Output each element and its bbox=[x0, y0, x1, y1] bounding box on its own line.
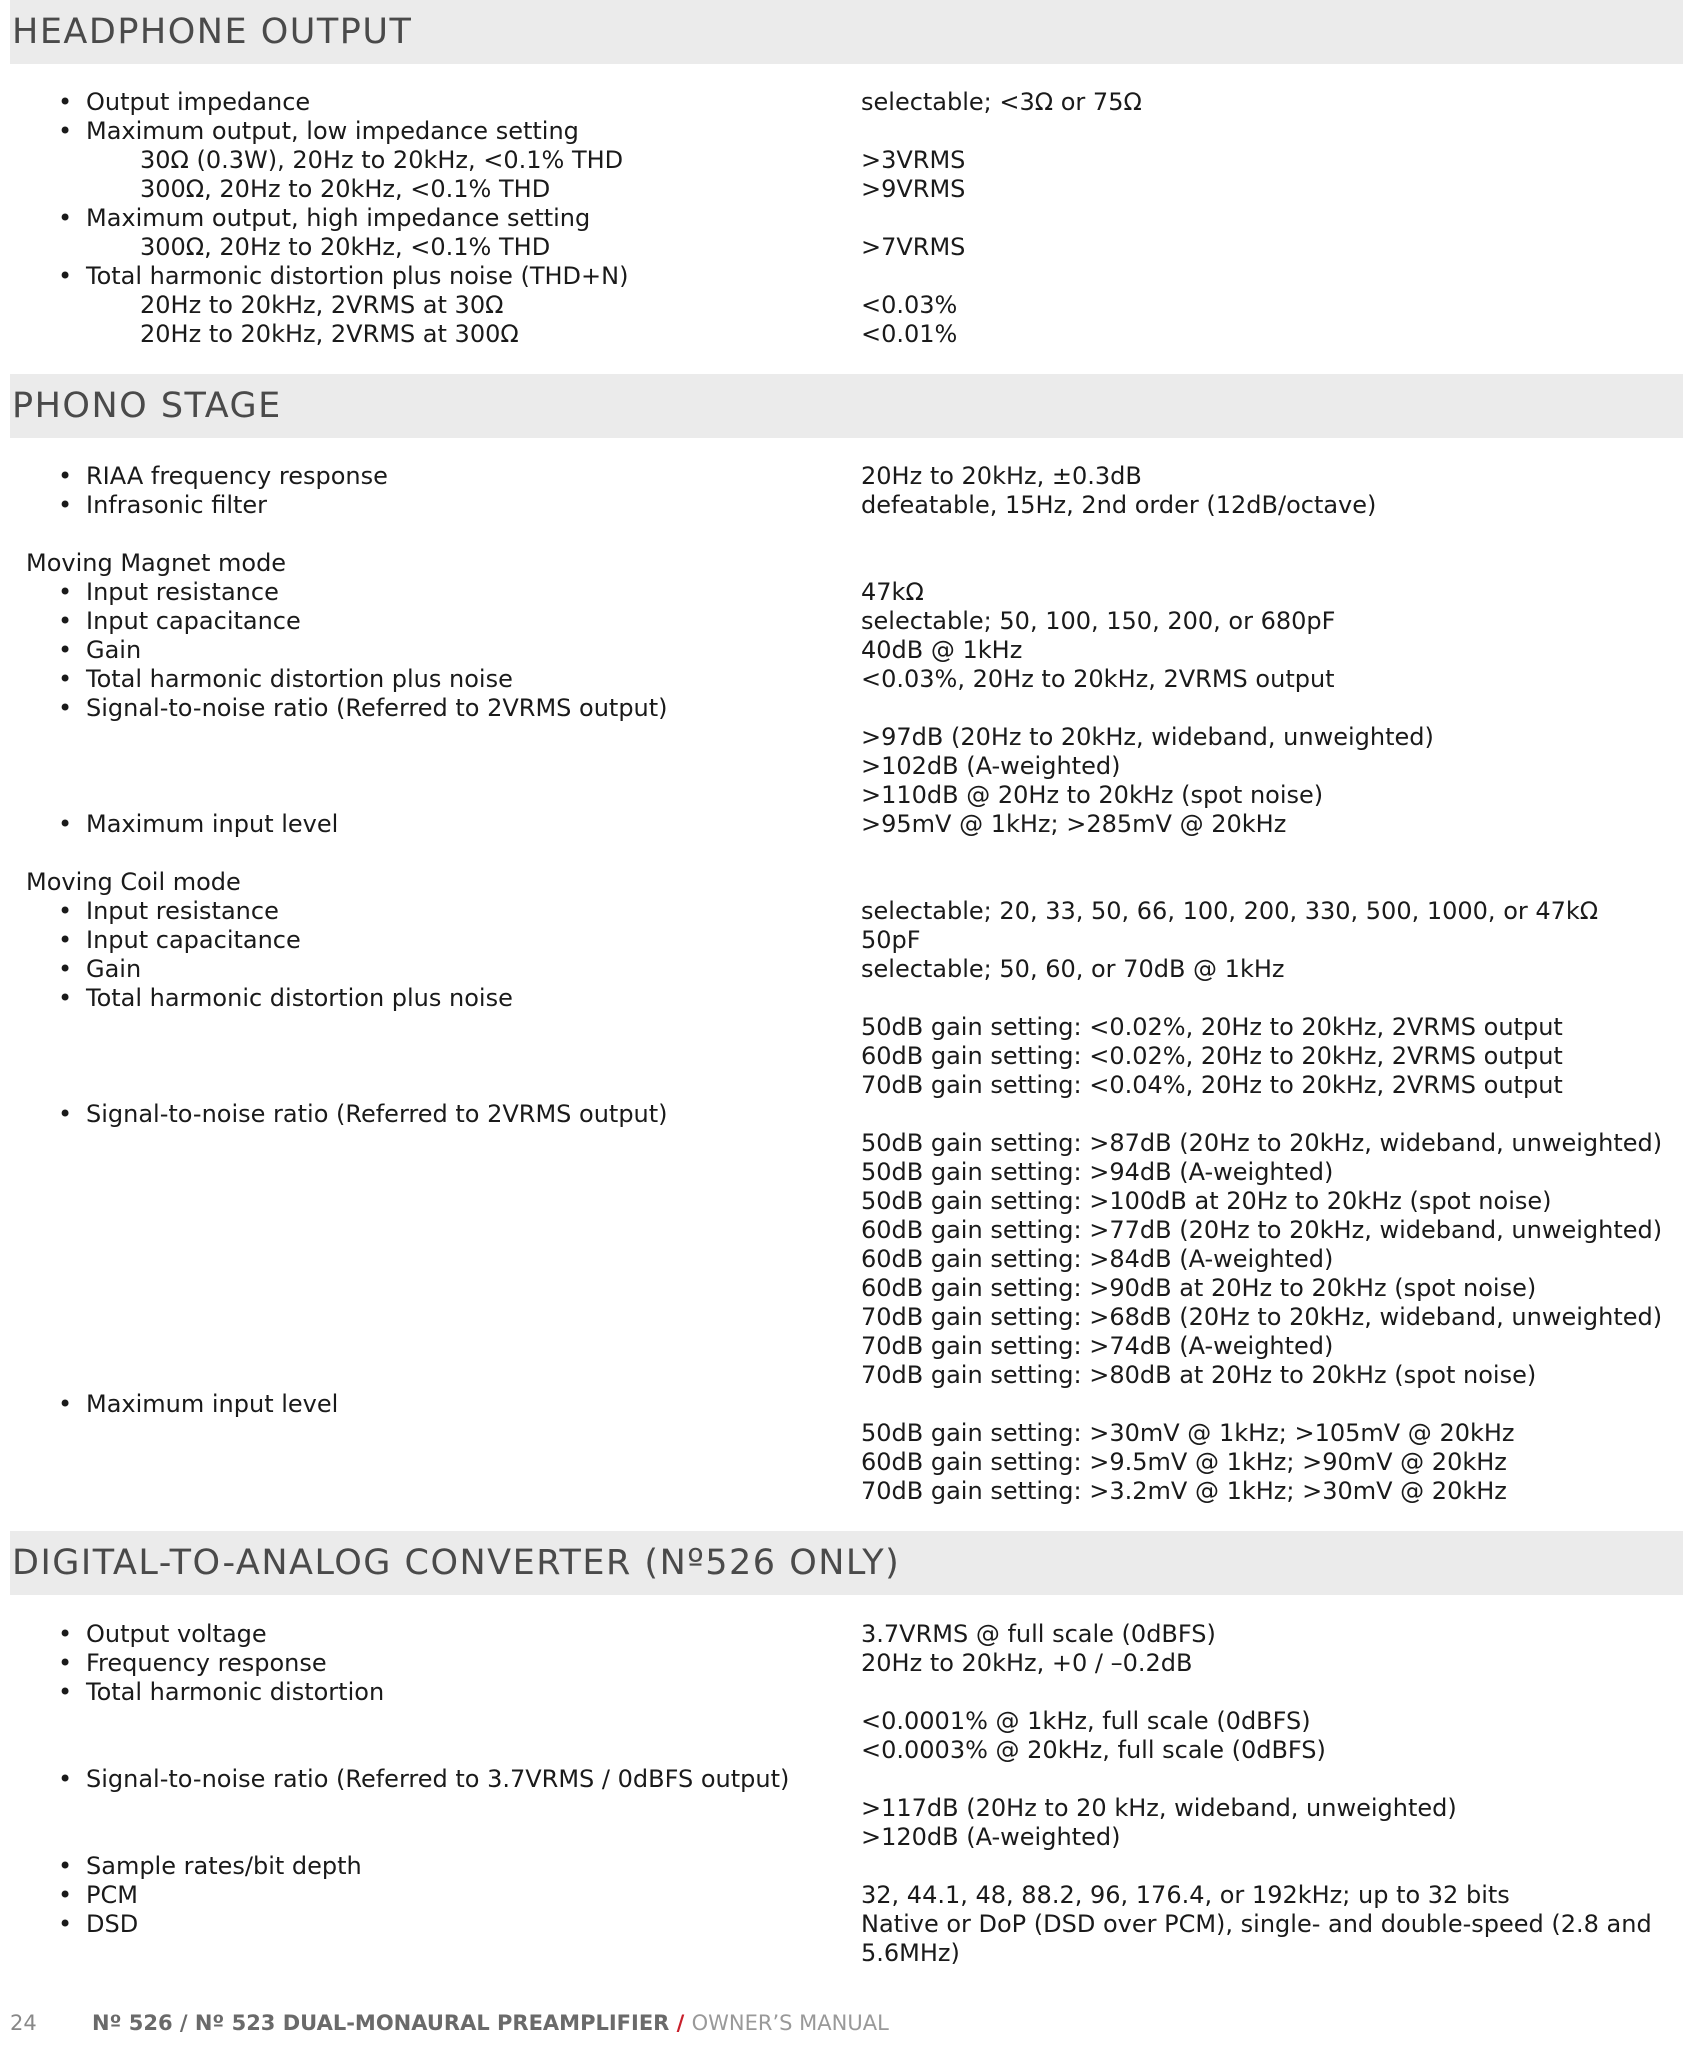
bullet: • bbox=[58, 1649, 73, 1677]
bullet: • bbox=[58, 1390, 73, 1418]
spec-row bbox=[0, 1013, 1683, 1042]
spec-label: Frequency response bbox=[86, 1649, 327, 1677]
bullet: • bbox=[58, 810, 73, 838]
spec-row bbox=[0, 1448, 1683, 1477]
mode-heading: Moving Coil mode bbox=[26, 868, 241, 896]
spec-value: 60dB gain setting: >90dB at 20Hz to 20kHz (spot noise) bbox=[861, 1274, 1537, 1302]
spec-label: RIAA frequency response bbox=[86, 462, 388, 490]
spec-row bbox=[0, 1707, 1683, 1736]
spec-row bbox=[0, 204, 1683, 233]
spec-row bbox=[0, 1129, 1683, 1158]
spec-value: 60dB gain setting: >9.5mV @ 1kHz; >90mV @ 20kHz bbox=[861, 1448, 1507, 1476]
spec-row bbox=[0, 1794, 1683, 1823]
spec-value: 50dB gain setting: >94dB (A-weighted) bbox=[861, 1158, 1334, 1186]
spec-row bbox=[0, 1332, 1683, 1361]
spec-label: Maximum output, high impedance setting bbox=[86, 204, 591, 232]
spec-row bbox=[0, 665, 1683, 694]
spec-sublabel: 300Ω, 20Hz to 20kHz, <0.1% THD bbox=[140, 233, 551, 261]
spec-row bbox=[0, 1100, 1683, 1129]
spec-label: PCM bbox=[86, 1881, 138, 1909]
spec-value: <0.03% bbox=[861, 291, 958, 319]
product-title: Nº 526 / Nº 523 DUAL-MONAURAL PREAMPLIFIER bbox=[92, 2011, 670, 2035]
spec-row bbox=[0, 1390, 1683, 1419]
bullet: • bbox=[58, 1852, 73, 1880]
bullet: • bbox=[58, 1620, 73, 1648]
spec-row bbox=[0, 1852, 1683, 1881]
spec-row bbox=[0, 723, 1683, 752]
spec-row bbox=[0, 1477, 1683, 1506]
spec-row bbox=[0, 146, 1683, 175]
spec-value: >110dB @ 20Hz to 20kHz (spot noise) bbox=[861, 781, 1324, 809]
bullet: • bbox=[58, 1910, 73, 1938]
spec-row bbox=[0, 233, 1683, 262]
bullet: • bbox=[58, 462, 73, 490]
spec-label: Signal-to-noise ratio (Referred to 3.7VRMS / 0dBFS output) bbox=[86, 1765, 790, 1793]
spec-row bbox=[0, 291, 1683, 320]
section-title: DIGITAL-TO-ANALOG CONVERTER (Nº526 ONLY) bbox=[12, 1543, 901, 1583]
spec-sublabel: 20Hz to 20kHz, 2VRMS at 30Ω bbox=[140, 291, 504, 319]
spec-label: Maximum input level bbox=[86, 1390, 339, 1418]
spec-row bbox=[0, 1158, 1683, 1187]
bullet: • bbox=[58, 88, 73, 116]
spec-row bbox=[0, 897, 1683, 926]
spec-row bbox=[0, 955, 1683, 984]
bullet: • bbox=[58, 694, 73, 722]
spec-label: Input capacitance bbox=[86, 926, 301, 954]
spec-value: 40dB @ 1kHz bbox=[861, 636, 1023, 664]
section-header-dac bbox=[10, 1531, 1683, 1595]
spec-row bbox=[0, 1274, 1683, 1303]
spec-label: Input capacitance bbox=[86, 607, 301, 635]
spec-value: 70dB gain setting: >3.2mV @ 1kHz; >30mV @ 20kHz bbox=[861, 1477, 1507, 1505]
spec-row bbox=[0, 1649, 1683, 1678]
spec-value: 50dB gain setting: >87dB (20Hz to 20kHz, wideband, unweighted) bbox=[861, 1129, 1663, 1157]
spec-row bbox=[0, 1187, 1683, 1216]
mode-heading: Moving Magnet mode bbox=[26, 549, 287, 577]
bullet: • bbox=[58, 491, 73, 519]
bullet: • bbox=[58, 665, 73, 693]
spec-value: 47kΩ bbox=[861, 578, 924, 606]
spec-row bbox=[0, 984, 1683, 1013]
spec-value: <0.03%, 20Hz to 20kHz, 2VRMS output bbox=[861, 665, 1335, 693]
spec-row bbox=[0, 1419, 1683, 1448]
section-title: PHONO STAGE bbox=[12, 386, 282, 426]
spec-sublabel: 30Ω (0.3W), 20Hz to 20kHz, <0.1% THD bbox=[140, 146, 624, 174]
spec-row bbox=[0, 1881, 1683, 1910]
spec-row bbox=[0, 117, 1683, 146]
spec-value: >117dB (20Hz to 20 kHz, wideband, unweighted) bbox=[861, 1794, 1457, 1822]
bullet: • bbox=[58, 1678, 73, 1706]
spec-row bbox=[0, 752, 1683, 781]
spec-row bbox=[0, 1245, 1683, 1274]
footer-separator: / bbox=[676, 2011, 685, 2035]
spec-value: 20Hz to 20kHz, ±0.3dB bbox=[861, 462, 1142, 490]
spec-value: 60dB gain setting: >77dB (20Hz to 20kHz, wideband, unweighted) bbox=[861, 1216, 1663, 1244]
spec-row bbox=[0, 781, 1683, 810]
spec-value: <0.0001% @ 1kHz, full scale (0dBFS) bbox=[861, 1707, 1311, 1735]
spec-value: selectable; 20, 33, 50, 66, 100, 200, 330, 500, 1000, or 47kΩ bbox=[861, 897, 1599, 925]
spec-value: >9VRMS bbox=[861, 175, 966, 203]
spec-value: 3.7VRMS @ full scale (0dBFS) bbox=[861, 1620, 1216, 1648]
spec-value: 50dB gain setting: >30mV @ 1kHz; >105mV @ 20kHz bbox=[861, 1419, 1515, 1447]
spec-label: Total harmonic distortion plus noise (THD+N) bbox=[86, 262, 629, 290]
spec-value: selectable; 50, 60, or 70dB @ 1kHz bbox=[861, 955, 1285, 983]
bullet: • bbox=[58, 204, 73, 232]
spec-value: 50pF bbox=[861, 926, 921, 954]
spec-row bbox=[0, 1042, 1683, 1071]
spec-row bbox=[0, 1765, 1683, 1794]
spec-row bbox=[0, 262, 1683, 291]
page-footer bbox=[0, 2008, 1683, 2038]
spec-value: selectable; 50, 100, 150, 200, or 680pF bbox=[861, 607, 1336, 635]
spec-row bbox=[0, 926, 1683, 955]
spec-label: Output voltage bbox=[86, 1620, 267, 1648]
spec-label: Total harmonic distortion plus noise bbox=[86, 984, 513, 1012]
spec-value: Native or DoP (DSD over PCM), single- and double-speed (2.8 and bbox=[861, 1910, 1652, 1938]
section-title: HEADPHONE OUTPUT bbox=[12, 12, 413, 52]
spec-value: 20Hz to 20kHz, +0 / –0.2dB bbox=[861, 1649, 1193, 1677]
section-header-phono-stage bbox=[10, 374, 1683, 438]
spec-label: Total harmonic distortion plus noise bbox=[86, 665, 513, 693]
spec-row bbox=[0, 1361, 1683, 1390]
spec-value: >120dB (A-weighted) bbox=[861, 1823, 1121, 1851]
spec-row bbox=[0, 578, 1683, 607]
spec-sublabel: 20Hz to 20kHz, 2VRMS at 300Ω bbox=[140, 320, 519, 348]
manual-label: OWNER’S MANUAL bbox=[691, 2011, 889, 2035]
spec-label: Gain bbox=[86, 955, 142, 983]
spec-label: Maximum input level bbox=[86, 810, 339, 838]
spec-label: Input resistance bbox=[86, 897, 279, 925]
bullet: • bbox=[58, 636, 73, 664]
page-number: 24 bbox=[10, 2011, 37, 2035]
spec-row bbox=[0, 1071, 1683, 1100]
spec-value: 5.6MHz) bbox=[861, 1939, 960, 1967]
spec-row bbox=[0, 607, 1683, 636]
spec-label: DSD bbox=[86, 1910, 139, 1938]
spec-value: 60dB gain setting: >84dB (A-weighted) bbox=[861, 1245, 1334, 1273]
spec-row bbox=[0, 1216, 1683, 1245]
bullet: • bbox=[58, 984, 73, 1012]
spec-row bbox=[0, 320, 1683, 349]
spec-label: Total harmonic distortion bbox=[86, 1678, 385, 1706]
spec-value: >97dB (20Hz to 20kHz, wideband, unweighted) bbox=[861, 723, 1434, 751]
bullet: • bbox=[58, 1881, 73, 1909]
spec-label: Maximum output, low impedance setting bbox=[86, 117, 579, 145]
bullet: • bbox=[58, 926, 73, 954]
spec-row bbox=[0, 1736, 1683, 1765]
spec-row bbox=[0, 1823, 1683, 1852]
spec-value: 70dB gain setting: >80dB at 20Hz to 20kHz (spot noise) bbox=[861, 1361, 1537, 1389]
spec-row bbox=[0, 1678, 1683, 1707]
bullet: • bbox=[58, 607, 73, 635]
spec-row bbox=[0, 1910, 1683, 1939]
spec-value: >3VRMS bbox=[861, 146, 966, 174]
footer-title bbox=[92, 2008, 889, 2038]
spec-value: 50dB gain setting: <0.02%, 20Hz to 20kHz, 2VRMS output bbox=[861, 1013, 1563, 1041]
spec-row bbox=[0, 694, 1683, 723]
section-header-headphone-output bbox=[10, 0, 1683, 64]
spec-label: Signal-to-noise ratio (Referred to 2VRMS output) bbox=[86, 1100, 668, 1128]
spec-label: Input resistance bbox=[86, 578, 279, 606]
bullet: • bbox=[58, 578, 73, 606]
spec-value: >95mV @ 1kHz; >285mV @ 20kHz bbox=[861, 810, 1287, 838]
spec-row bbox=[0, 1620, 1683, 1649]
spec-value: 60dB gain setting: <0.02%, 20Hz to 20kHz, 2VRMS output bbox=[861, 1042, 1563, 1070]
spec-value: <0.01% bbox=[861, 320, 958, 348]
spec-row bbox=[0, 175, 1683, 204]
spec-value: defeatable, 15Hz, 2nd order (12dB/octave) bbox=[861, 491, 1377, 519]
bullet: • bbox=[58, 1100, 73, 1128]
spec-value: <0.0003% @ 20kHz, full scale (0dBFS) bbox=[861, 1736, 1326, 1764]
spec-label: Gain bbox=[86, 636, 142, 664]
spec-value: selectable; <3Ω or 75Ω bbox=[861, 88, 1142, 116]
spec-value: >7VRMS bbox=[861, 233, 966, 261]
spec-row bbox=[0, 462, 1683, 491]
bullet: • bbox=[58, 955, 73, 983]
spec-value: 32, 44.1, 48, 88.2, 96, 176.4, or 192kHz; up to 32 bits bbox=[861, 1881, 1510, 1909]
spec-row bbox=[0, 1303, 1683, 1332]
spec-value: 50dB gain setting: >100dB at 20Hz to 20kHz (spot noise) bbox=[861, 1187, 1552, 1215]
spec-row bbox=[0, 491, 1683, 520]
spec-row bbox=[0, 810, 1683, 839]
spec-label: Signal-to-noise ratio (Referred to 2VRMS output) bbox=[86, 694, 668, 722]
bullet: • bbox=[58, 897, 73, 925]
spec-sublabel: 300Ω, 20Hz to 20kHz, <0.1% THD bbox=[140, 175, 551, 203]
spec-row bbox=[0, 1939, 1683, 1968]
spec-value: 70dB gain setting: <0.04%, 20Hz to 20kHz, 2VRMS output bbox=[861, 1071, 1563, 1099]
spec-label: Output impedance bbox=[86, 88, 311, 116]
spec-value: >102dB (A-weighted) bbox=[861, 752, 1121, 780]
spec-label: Sample rates/bit depth bbox=[86, 1852, 362, 1880]
mode-heading-row bbox=[0, 549, 1683, 578]
bullet: • bbox=[58, 1765, 73, 1793]
bullet: • bbox=[58, 117, 73, 145]
spec-label: Infrasonic filter bbox=[86, 491, 268, 519]
mode-heading-row bbox=[0, 868, 1683, 897]
spec-row bbox=[0, 88, 1683, 117]
spec-value: 70dB gain setting: >74dB (A-weighted) bbox=[861, 1332, 1334, 1360]
spec-row bbox=[0, 636, 1683, 665]
bullet: • bbox=[58, 262, 73, 290]
spec-value: 70dB gain setting: >68dB (20Hz to 20kHz, wideband, unweighted) bbox=[861, 1303, 1663, 1331]
